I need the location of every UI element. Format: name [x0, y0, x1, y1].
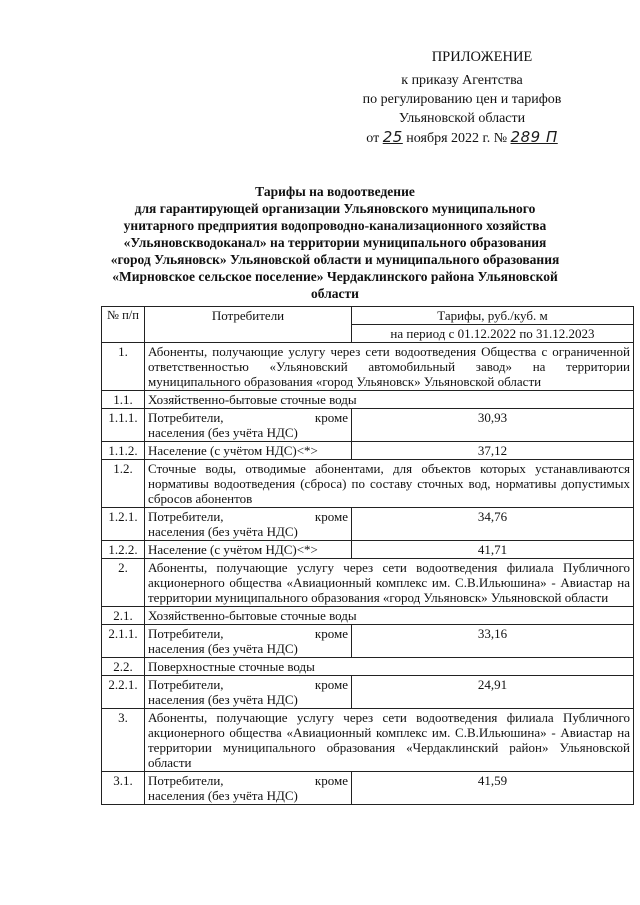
consumer-text-c: населения (без учёта НДС): [148, 788, 298, 803]
row-consumer: Население (с учётом НДС)<*>: [145, 541, 352, 559]
row-consumer: [145, 508, 352, 541]
consumer-text-b: кроме: [314, 410, 348, 425]
row-number: 1.1.: [102, 391, 145, 409]
row-section-text: Хозяйственно-бытовые сточные воды: [145, 391, 634, 409]
title-line-5: «город Ульяновск» Ульяновской области и муниципального образования: [110, 252, 560, 267]
table-row: [102, 559, 634, 607]
table-row: [102, 409, 634, 442]
consumer-text-c: населения (без учёта НДС): [148, 425, 298, 440]
consumer-text-b: кроме: [314, 677, 348, 692]
appendix-date-line: [332, 128, 592, 148]
header-period: на период с 01.12.2022 по 31.12.2023: [352, 325, 634, 343]
table-row: [102, 541, 634, 559]
row-tariff-value: 33,16: [352, 625, 634, 658]
row-consumer: [145, 409, 352, 442]
order-number-handwritten: 289 П: [510, 128, 558, 146]
table-row: [102, 391, 634, 409]
header-tariffs: Тарифы, руб./куб. м: [352, 307, 634, 325]
consumer-text-a: Потребители,: [148, 410, 224, 425]
table-row: [102, 658, 634, 676]
consumer-text-c: населения (без учёта НДС): [148, 641, 298, 656]
header-number: № п/п: [102, 307, 145, 343]
date-day-handwritten: 25: [382, 128, 403, 146]
table-row: [102, 709, 634, 772]
table-row: [102, 676, 634, 709]
row-number: 2.: [102, 559, 145, 607]
row-number: 1.2.2.: [102, 541, 145, 559]
header-consumers: Потребители: [145, 307, 352, 343]
row-tariff-value: 37,12: [352, 442, 634, 460]
consumer-text-b: кроме: [314, 626, 348, 641]
consumer-text-c: населения (без учёта НДС): [148, 692, 298, 707]
date-prefix: от: [366, 131, 380, 146]
consumer-text-b: кроме: [314, 509, 348, 524]
appendix-block: [332, 48, 592, 148]
row-consumer: [145, 676, 352, 709]
consumer-text-a: Потребители,: [148, 509, 224, 524]
title-line-6: «Мирновское сельское поселение» Чердаклинского района Ульяновской: [112, 269, 558, 284]
consumer-text-c: населения (без учёта НДС): [148, 524, 298, 539]
row-section-text: Абоненты, получающие услугу через сети водоотведения Общества с ограниченной ответственностью «Ульяновский автомобильный завод» на территории муниципального образования «город Ульяновск» Ульяновской области: [145, 343, 634, 391]
tariff-table: [101, 306, 634, 805]
consumer-text-a: Потребители,: [148, 773, 224, 788]
title-line-1: Тарифы на водоотведение: [255, 184, 415, 199]
row-number: 3.1.: [102, 772, 145, 805]
table-row: [102, 625, 634, 658]
table-row: [102, 772, 634, 805]
appendix-line-1: к приказу Агентства: [401, 73, 523, 88]
title-line-4: «Ульяновскводоканал» на территории муниципального образования: [123, 235, 547, 250]
row-section-text: Хозяйственно-бытовые сточные воды: [145, 607, 634, 625]
row-consumer: [145, 772, 352, 805]
consumer-text-a: Потребители,: [148, 677, 224, 692]
row-number: 1.1.2.: [102, 442, 145, 460]
row-number: 1.2.: [102, 460, 145, 508]
table-row: [102, 442, 634, 460]
table-row: [102, 343, 634, 391]
row-number: 2.1.1.: [102, 625, 145, 658]
table-row: [102, 460, 634, 508]
title-line-3: унитарного предприятия водопроводно-канализационного хозяйства: [123, 218, 547, 233]
row-number: 2.1.: [102, 607, 145, 625]
row-number: 3.: [102, 709, 145, 772]
title-line-7: области: [311, 286, 359, 301]
date-rest: ноября 2022 г. №: [406, 131, 508, 146]
row-tariff-value: 41,71: [352, 541, 634, 559]
row-number: 1.: [102, 343, 145, 391]
row-tariff-value: 30,93: [352, 409, 634, 442]
row-section-text: Абоненты, получающие услугу через сети водоотведения филиала Публичного акционерного общества «Авиационный комплекс им. С.В.Ильюшина» - Авиастар на территории муниципального образования «город Ульяновск» Ульяновской области: [145, 559, 634, 607]
appendix-heading: ПРИЛОЖЕНИЕ: [431, 49, 533, 65]
row-tariff-value: 41,59: [352, 772, 634, 805]
consumer-text-a: Потребители,: [148, 626, 224, 641]
row-number: 2.2.1.: [102, 676, 145, 709]
row-consumer: [145, 625, 352, 658]
table-row: [102, 508, 634, 541]
row-number: 1.2.1.: [102, 508, 145, 541]
row-section-text: Поверхностные сточные воды: [145, 658, 634, 676]
appendix-line-3: Ульяновской области: [398, 111, 526, 126]
title-line-2: для гарантирующей организации Ульяновского муниципального: [134, 201, 536, 216]
row-section-text: Сточные воды, отводимые абонентами, для объектов которых устанавливаются нормативы водоотведения (сброса) по составу сточных вод, нормативы допустимых сбросов абонентов: [145, 460, 634, 508]
row-tariff-value: 24,91: [352, 676, 634, 709]
row-section-text: Абоненты, получающие услугу через сети водоотведения филиала Публичного акционерного общества «Авиационный комплекс им. С.В.Ильюшина» - Авиастар на территории муниципального образования «Чердаклинский район» Ульяновской области: [145, 709, 634, 772]
row-number: 1.1.1.: [102, 409, 145, 442]
table-header-row: [102, 307, 634, 325]
table-row: [102, 607, 634, 625]
document-title: [95, 183, 575, 302]
appendix-line-2: по регулированию цен и тарифов: [362, 92, 562, 107]
row-number: 2.2.: [102, 658, 145, 676]
row-consumer: Население (с учётом НДС)<*>: [145, 442, 352, 460]
consumer-text-b: кроме: [314, 773, 348, 788]
row-tariff-value: 34,76: [352, 508, 634, 541]
